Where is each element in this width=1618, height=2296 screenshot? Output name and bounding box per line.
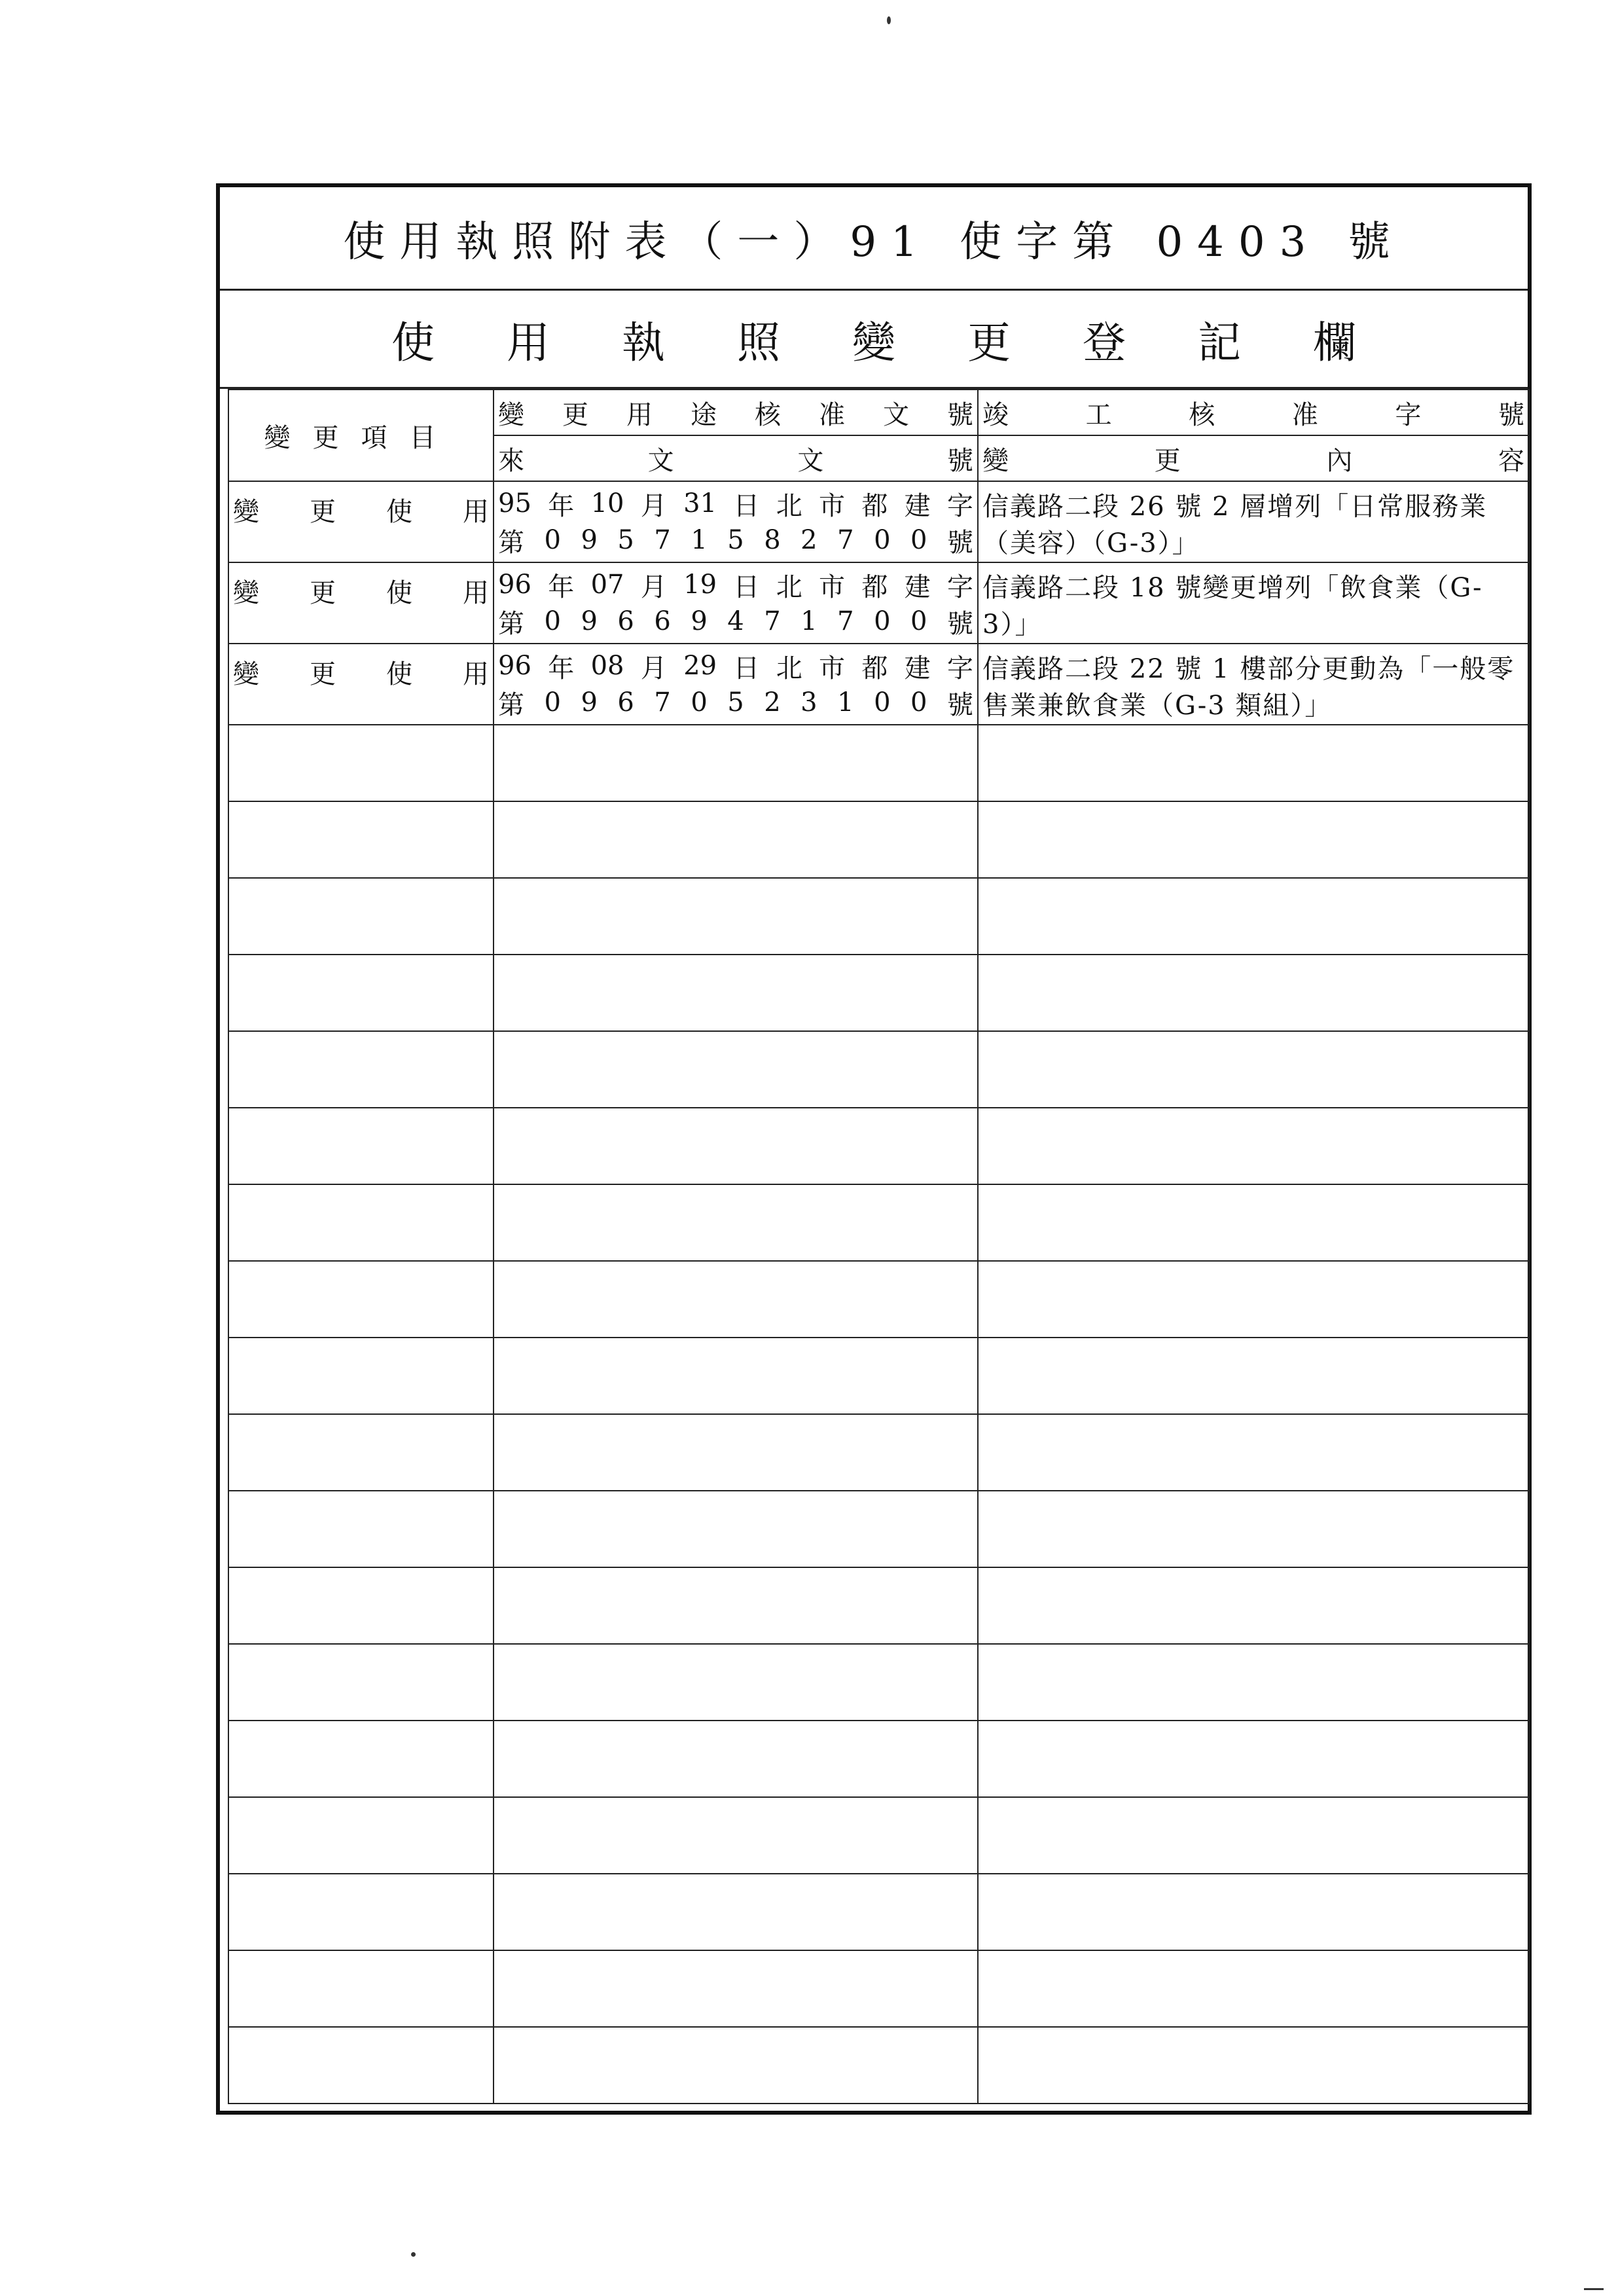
header-item: 變更項目 <box>228 390 494 481</box>
empty-row <box>228 1874 1529 1950</box>
row-content: 信義路二段 22 號 1 樓部分更動為「一般零售業兼飲食業（G-3 類組）」 <box>978 644 1529 725</box>
empty-row <box>228 1261 1529 1338</box>
doc-line-1: 96 年 08 月 29 日 北 市 都 建 字 <box>498 651 973 683</box>
form-title-text: 使用執照附表（一）91 使字第 0403 號 <box>343 217 1405 266</box>
empty-cell <box>494 725 978 801</box>
empty-row <box>228 1644 1529 1721</box>
header-incoming-doc: 來 文 文 號 <box>494 435 978 481</box>
empty-row <box>228 1721 1529 1797</box>
row-content: 信義路二段 18 號變更增列「飲食業（G-3）」 <box>978 562 1529 644</box>
row-content: 信義路二段 26 號 2 層增列「日常服務業（美容）（G-3）」 <box>978 481 1529 562</box>
empty-cell <box>494 801 978 878</box>
header-change-content: 變 更 內 容 <box>978 435 1529 481</box>
change-register-table <box>228 389 1530 2104</box>
empty-cell <box>494 1874 978 1950</box>
doc-line-2: 第 0 9 5 7 1 5 8 2 7 0 0 號 <box>498 525 973 558</box>
empty-row <box>228 1950 1529 2027</box>
scan-speck <box>411 2252 416 2257</box>
empty-cell <box>978 1491 1529 1567</box>
table-row <box>228 562 1529 644</box>
empty-cell <box>978 1721 1529 1797</box>
empty-cell <box>978 1338 1529 1414</box>
empty-row <box>228 2027 1529 2104</box>
empty-row <box>228 1184 1529 1261</box>
empty-cell <box>978 725 1529 801</box>
form-subtitle-text: 使用執照變更登記欄 <box>391 318 1428 368</box>
empty-cell <box>494 1184 978 1261</box>
table-row <box>228 644 1529 725</box>
empty-cell <box>228 801 494 878</box>
doc-line-1: 95 年 10 月 31 日 北 市 都 建 字 <box>498 488 973 521</box>
row-item: 變 更 使 用 <box>228 562 494 644</box>
empty-cell <box>978 955 1529 1031</box>
table-row <box>228 481 1529 562</box>
empty-row <box>228 725 1529 801</box>
empty-row <box>228 955 1529 1031</box>
empty-cell <box>228 1644 494 1721</box>
empty-cell <box>494 1797 978 1874</box>
empty-cell <box>978 1567 1529 1644</box>
row-doc-no <box>494 644 978 725</box>
empty-cell <box>978 1874 1529 1950</box>
empty-cell <box>228 1261 494 1338</box>
empty-cell <box>978 2027 1529 2104</box>
empty-cell <box>494 1950 978 2027</box>
license-form <box>216 183 1532 2115</box>
empty-cell <box>978 1031 1529 1108</box>
empty-row <box>228 1108 1529 1184</box>
header-row-1 <box>228 390 1529 435</box>
empty-cell <box>228 1567 494 1644</box>
empty-cell <box>494 1491 978 1567</box>
empty-cell <box>228 1721 494 1797</box>
empty-row <box>228 1414 1529 1491</box>
empty-cell <box>494 955 978 1031</box>
scan-speck <box>1584 2288 1604 2290</box>
empty-row <box>228 878 1529 955</box>
empty-cell <box>978 878 1529 955</box>
empty-cell <box>978 1261 1529 1338</box>
empty-cell <box>978 801 1529 878</box>
empty-cell <box>978 1184 1529 1261</box>
scan-speck <box>887 16 891 24</box>
header-approval-no: 變 更 用 途 核 准 文 號 <box>494 390 978 435</box>
form-title <box>220 187 1528 291</box>
empty-row <box>228 1338 1529 1414</box>
empty-row <box>228 1797 1529 1874</box>
empty-cell <box>978 1414 1529 1491</box>
empty-cell <box>494 2027 978 2104</box>
empty-row <box>228 1031 1529 1108</box>
empty-cell <box>494 1261 978 1338</box>
empty-cell <box>228 1108 494 1184</box>
empty-cell <box>228 1874 494 1950</box>
empty-cell <box>228 1338 494 1414</box>
empty-row <box>228 801 1529 878</box>
empty-cell <box>494 1567 978 1644</box>
empty-row <box>228 1491 1529 1567</box>
doc-line-1: 96 年 07 月 19 日 北 市 都 建 字 <box>498 570 973 602</box>
empty-cell <box>228 955 494 1031</box>
empty-cell <box>228 1031 494 1108</box>
row-item: 變 更 使 用 <box>228 481 494 562</box>
row-doc-no <box>494 562 978 644</box>
empty-cell <box>494 1644 978 1721</box>
empty-cell <box>228 2027 494 2104</box>
empty-cell <box>228 878 494 955</box>
empty-cell <box>978 1797 1529 1874</box>
empty-cell <box>978 1644 1529 1721</box>
empty-cell <box>978 1950 1529 2027</box>
empty-cell <box>228 1491 494 1567</box>
row-item: 變 更 使 用 <box>228 644 494 725</box>
empty-cell <box>494 878 978 955</box>
empty-cell <box>494 1414 978 1491</box>
empty-cell <box>228 1797 494 1874</box>
row-doc-no <box>494 481 978 562</box>
empty-cell <box>494 1108 978 1184</box>
empty-cell <box>494 1338 978 1414</box>
header-completion-no: 竣 工 核 准 字 號 <box>978 390 1529 435</box>
empty-cell <box>228 1184 494 1261</box>
doc-line-2: 第 0 9 6 7 0 5 2 3 1 0 0 號 <box>498 687 973 720</box>
empty-cell <box>494 1721 978 1797</box>
empty-row <box>228 1567 1529 1644</box>
empty-cell <box>978 1108 1529 1184</box>
empty-cell <box>494 1031 978 1108</box>
doc-line-2: 第 0 9 6 6 9 4 7 1 7 0 0 號 <box>498 606 973 639</box>
empty-cell <box>228 725 494 801</box>
empty-cell <box>228 1950 494 2027</box>
form-subtitle <box>220 291 1528 389</box>
empty-cell <box>228 1414 494 1491</box>
